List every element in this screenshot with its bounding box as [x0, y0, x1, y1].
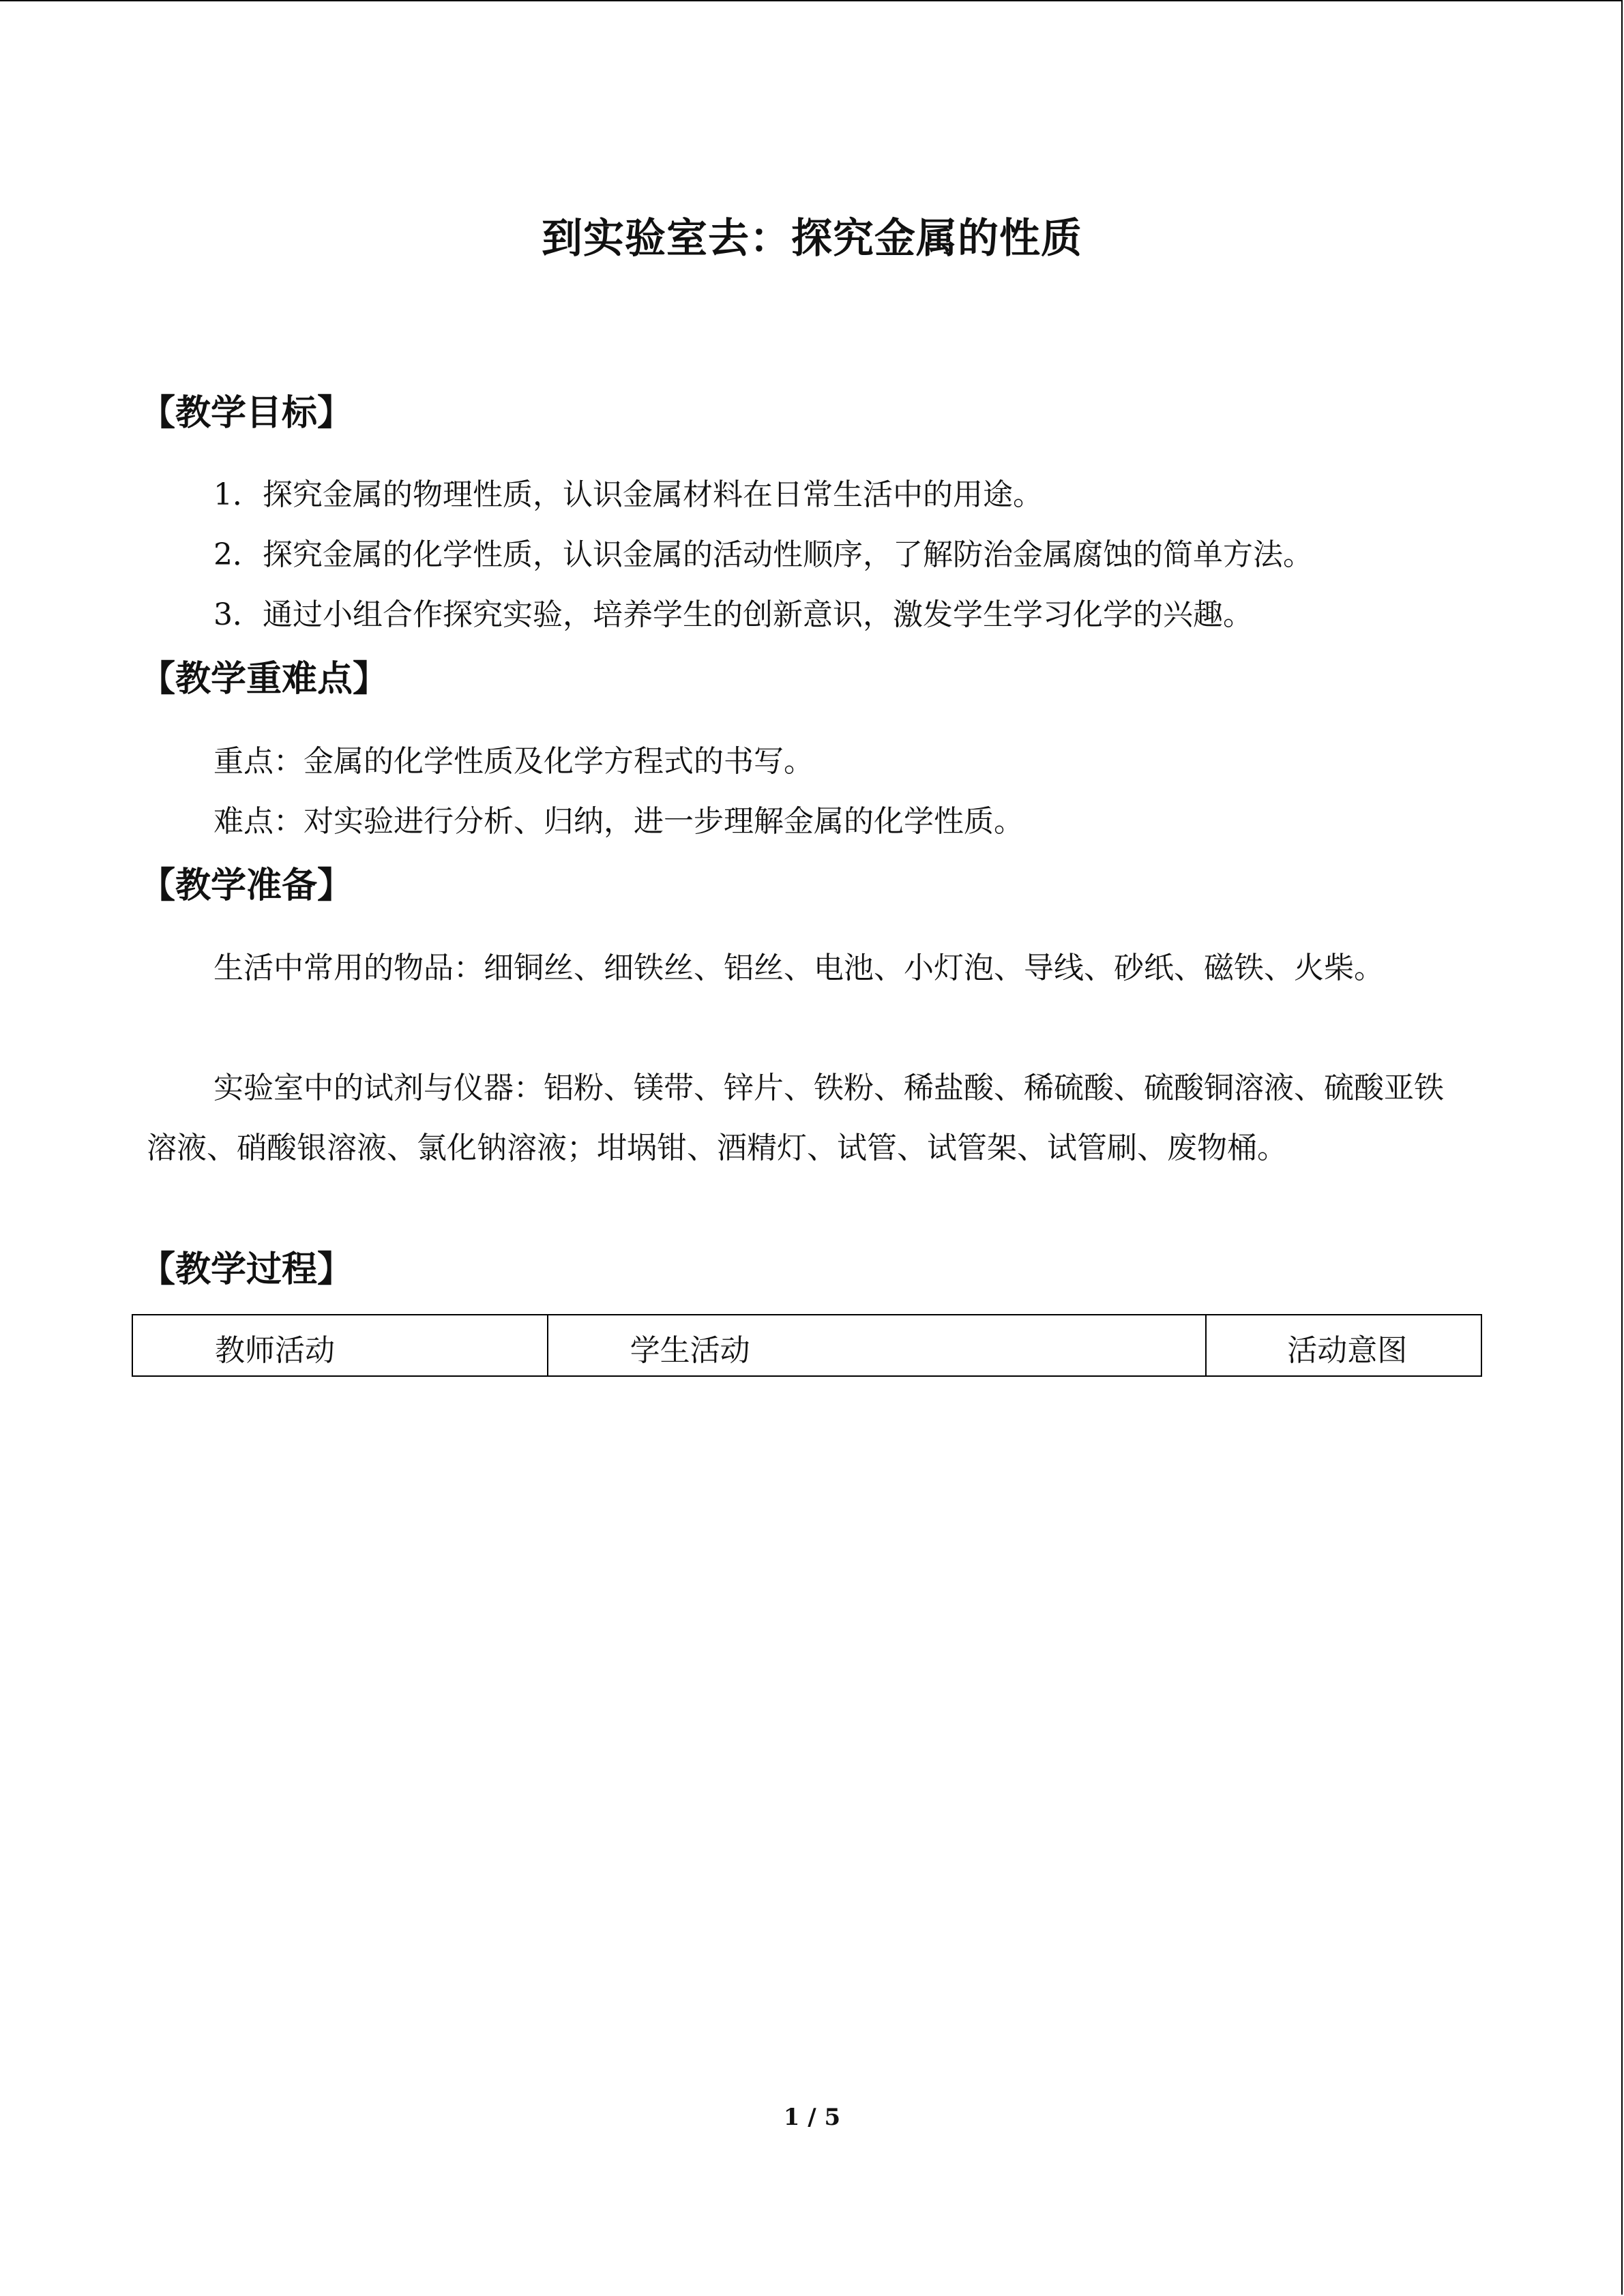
heading-objectives: 【教学目标】 [140, 393, 353, 434]
key-point-text: 重点：金属的化学性质及化学方程式的书写。 [213, 744, 814, 779]
objective-item-2: 2．探究金属的化学性质，认识金属的活动性顺序，了解防治金属腐蚀的简单方法。 [213, 537, 1313, 572]
process-table [132, 1314, 1482, 1377]
preparation-lab-items: 实验室中的试剂与仪器：铝粉、镁带、锌片、铁粉、稀盐酸、稀硫酸、硫酸铜溶液、硫酸亚铁溶液、硝酸银溶液、氯化钠溶液；坩埚钳、酒精灯、试管、试管架、试管刷、废物桶。 [147, 1071, 1444, 1165]
column-teacher-activity-label: 教师活动 [215, 1333, 335, 1368]
objective-item-3: 3．通过小组合作探究实验，培养学生的创新意识，激发学生学习化学的兴趣。 [213, 597, 1253, 632]
column-student-activity-label: 学生活动 [630, 1333, 750, 1368]
difficult-point-text: 难点：对实验进行分析、归纳，进一步理解金属的化学性质。 [213, 804, 1024, 839]
heading-process: 【教学过程】 [140, 1249, 353, 1290]
page-number: 1 / 5 [783, 2104, 841, 2131]
column-activity-intent [1206, 1315, 1481, 1376]
heading-preparation: 【教学准备】 [140, 865, 353, 906]
column-activity-intent-label: 活动意图 [1287, 1333, 1408, 1368]
process-table-header-row [132, 1315, 1481, 1376]
objective-item-1: 1．探究金属的物理性质，认识金属材料在日常生活中的用途。 [213, 477, 1043, 512]
preparation-daily-items: 生活中常用的物品：细铜丝、细铁丝、铝丝、电池、小灯泡、导线、砂纸、磁铁、火柴。 [213, 951, 1384, 985]
document-title: 到实验室去：探究金属的性质 [542, 215, 1082, 263]
column-teacher-activity [132, 1315, 548, 1376]
heading-key-points: 【教学重难点】 [140, 659, 389, 700]
column-student-activity [548, 1315, 1207, 1376]
